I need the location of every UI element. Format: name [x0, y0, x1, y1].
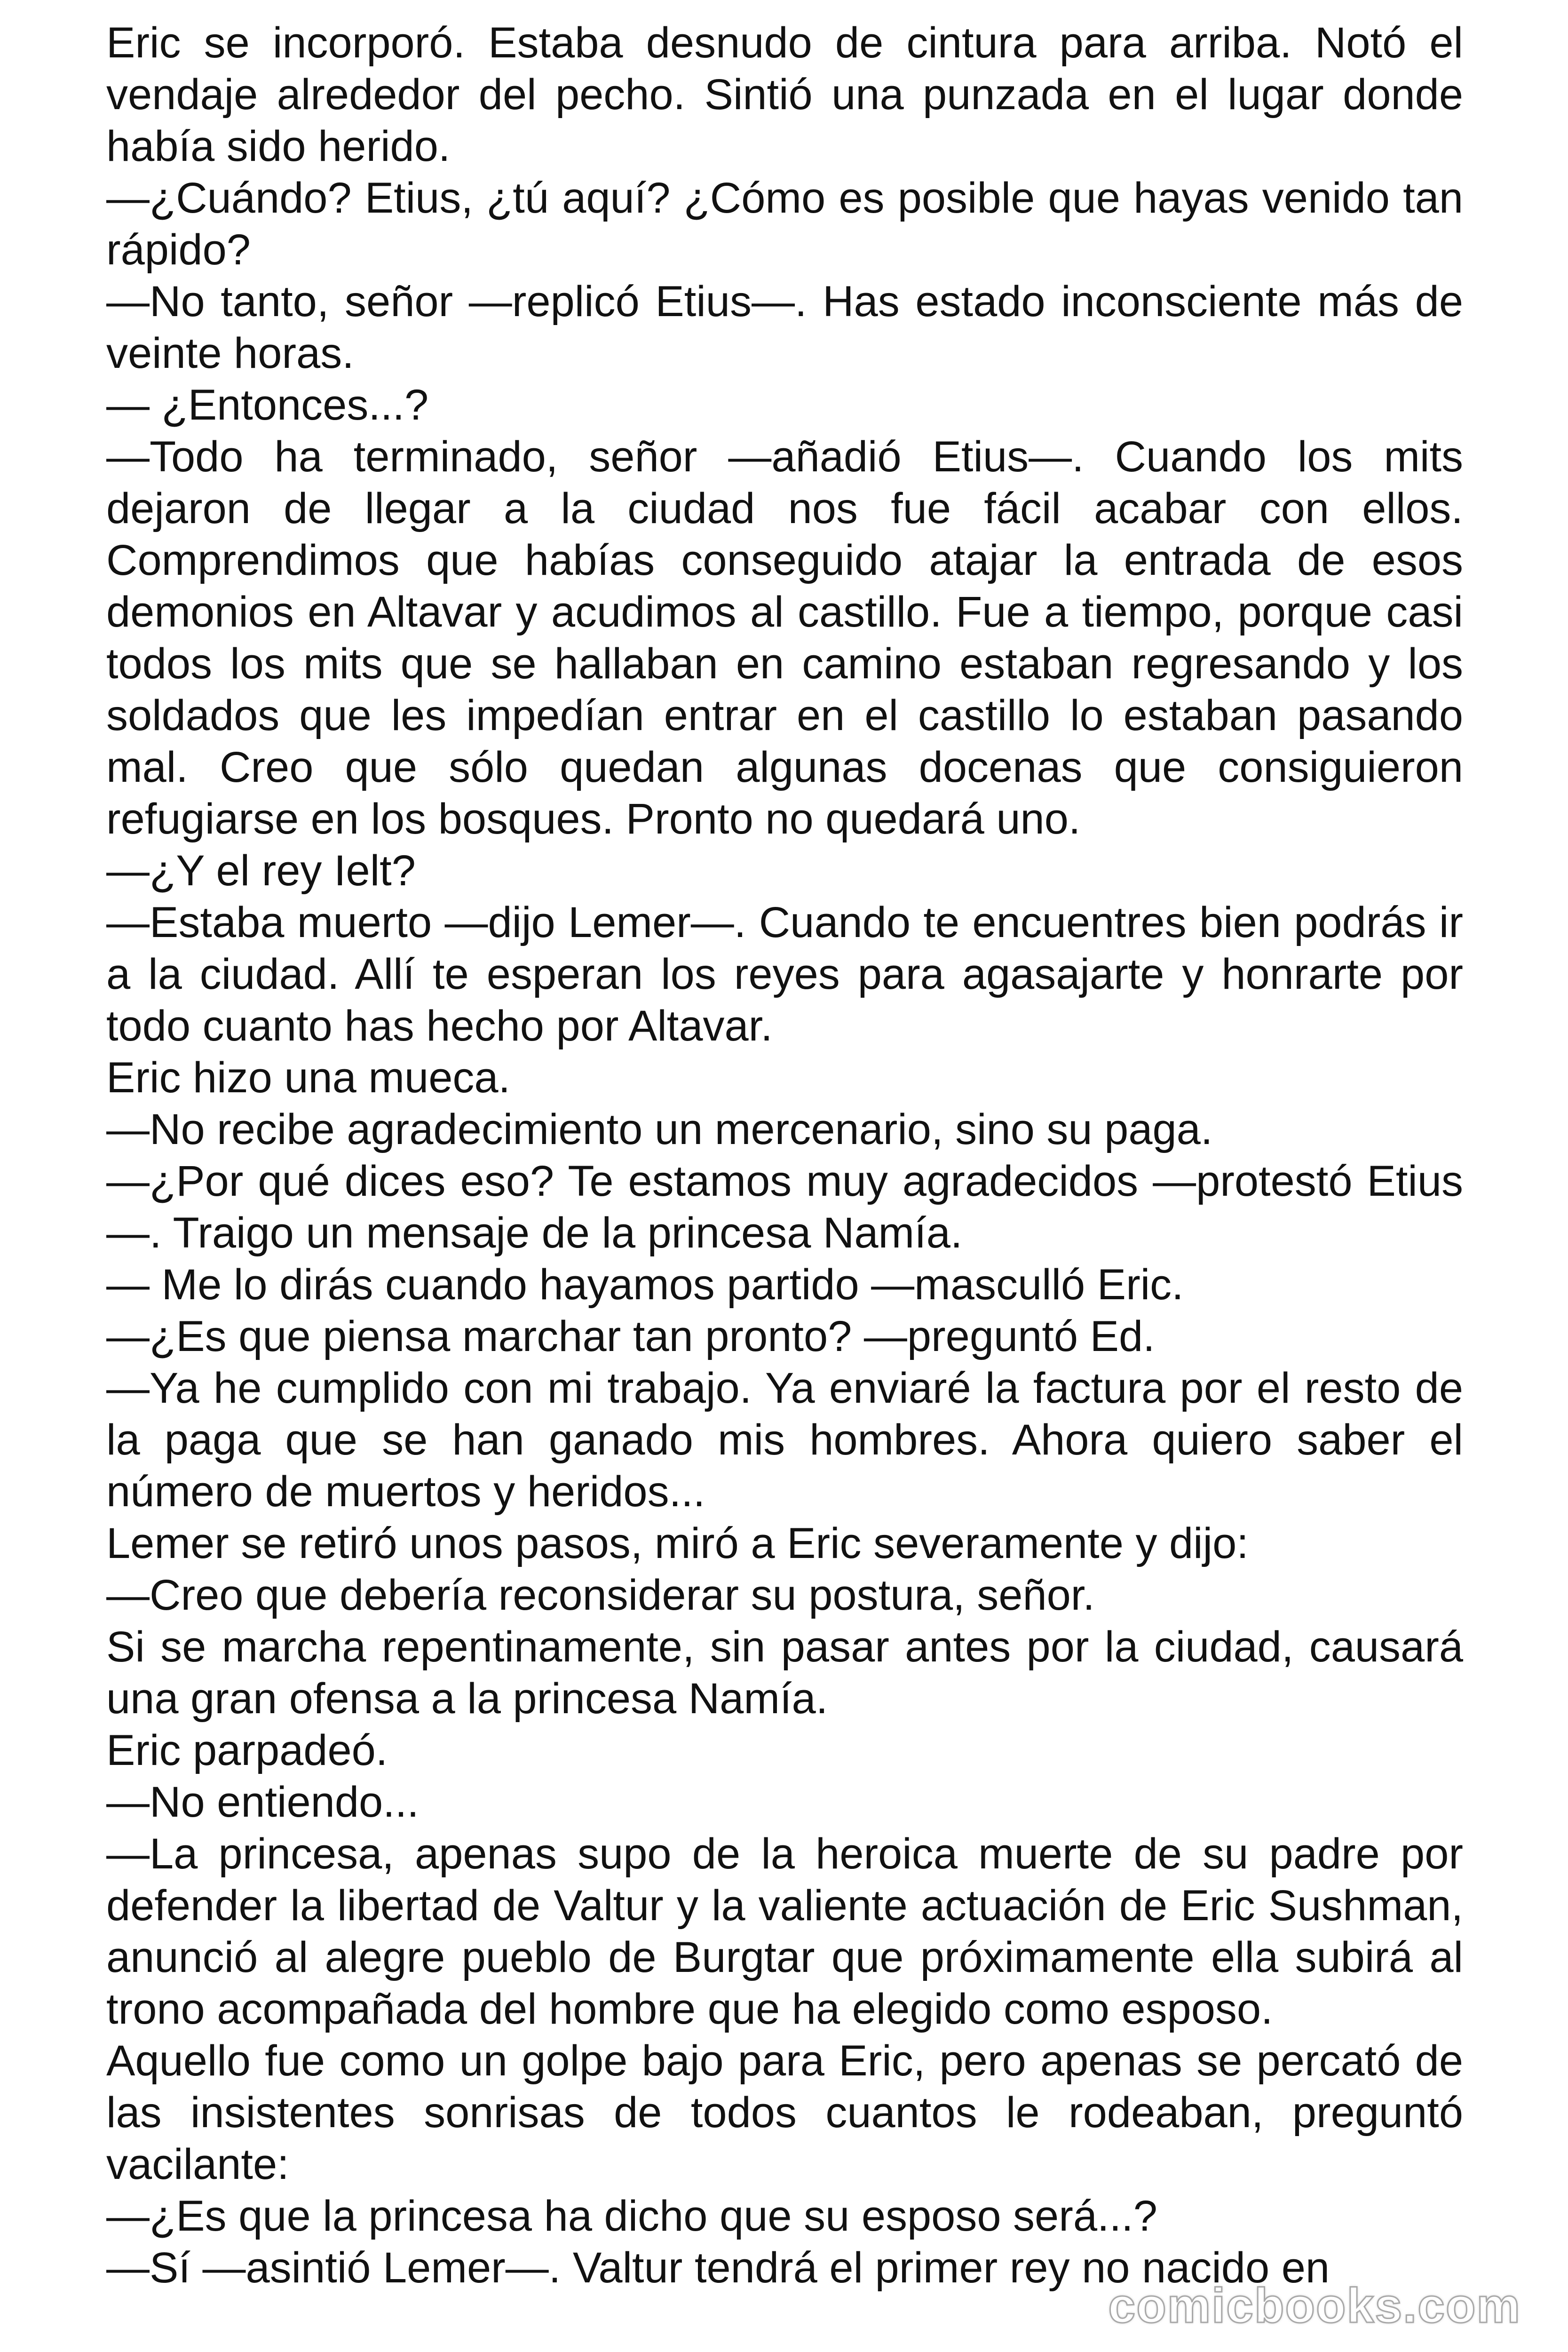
- paragraph: — ¿Entonces...?: [106, 381, 429, 429]
- paragraph: —No entiendo...: [106, 1778, 419, 1826]
- paragraph: Eric hizo una mueca.: [106, 1054, 511, 1102]
- site-watermark: comicbooks.com: [1108, 2279, 1521, 2333]
- paragraph: —¿Por qué dices eso? Te estamos muy agradecidos —protestó Etius —. Traigo un mensaje de la princesa Namía.: [106, 1157, 1463, 1257]
- paragraph: —No recibe agradecimiento un mercenario, sino su paga.: [106, 1105, 1213, 1153]
- paragraph: — Me lo dirás cuando hayamos partido —masculló Eric.: [106, 1261, 1184, 1309]
- paragraph: —¿Es que piensa marchar tan pronto? —preguntó Ed.: [106, 1312, 1155, 1360]
- paragraph: Aquello fue como un golpe bajo para Eric, pero apenas se percató de las insistentes sonrisas de todos cuantos le rodeaban, preguntó vacilante:: [106, 2037, 1463, 2188]
- paragraph: Eric se incorporó. Estaba desnudo de cintura para arriba. Notó el vendaje alrededor del pecho. Sintió una punzada en el lugar donde había sido herido.: [106, 19, 1463, 170]
- paragraph: —¿Es que la princesa ha dicho que su esposo será...?: [106, 2192, 1157, 2240]
- paragraph: —Ya he cumplido con mi trabajo. Ya enviaré la factura por el resto de la paga que se han ganado mis hombres. Ahora quiero saber el número de muertos y heridos...: [106, 1364, 1463, 1516]
- paragraph: —Creo que debería reconsiderar su postura, señor.: [106, 1571, 1095, 1619]
- paragraph: Eric parpadeó.: [106, 1726, 388, 1774]
- paragraph: —¿Y el rey Ielt?: [106, 847, 416, 895]
- paragraph: Lemer se retiró unos pasos, miró a Eric severamente y dijo:: [106, 1519, 1249, 1567]
- paragraph: —Sí —asintió Lemer—. Valtur tendrá el primer rey no nacido en: [106, 2244, 1330, 2292]
- paragraph: —Estaba muerto —dijo Lemer—. Cuando te encuentres bien podrás ir a la ciudad. Allí te esperan los reyes para agasajarte y honrarte por todo cuanto has hecho por Altavar.: [106, 898, 1463, 1050]
- paragraph: —No tanto, señor —replicó Etius—. Has estado inconsciente más de veinte horas.: [106, 278, 1463, 377]
- paragraph: —La princesa, apenas supo de la heroica muerte de su padre por defender la libertad de Valtur y la valiente actuación de Eric Sushman, anunció al alegre pueblo de Burgtar que próximamente ella subirá al trono acompañada del hombre que ha elegido como esposo.: [106, 1830, 1463, 2033]
- body-text: [106, 17, 1463, 2294]
- paragraph: —¿Cuándo? Etius, ¿tú aquí? ¿Cómo es posible que hayas venido tan rápido?: [106, 174, 1463, 274]
- paragraph: Si se marcha repentinamente, sin pasar antes por la ciudad, causará una gran ofensa a la princesa Namía.: [106, 1623, 1463, 1723]
- paragraph: —Todo ha terminado, señor —añadió Etius—. Cuando los mits dejaron de llegar a la ciudad nos fue fácil acabar con ellos. Comprendimos que habías conseguido atajar la entrada de esos demonios en Altavar y acudimos al castillo. Fue a tiempo, porque casi todos los mits que se hallaban en camino estaban regresando y los soldados que les impedían entrar en el castillo lo estaban pasando mal. Creo que sólo quedan algunas docenas que consiguieron refugiarse en los bosques. Pronto no quedará uno.: [106, 433, 1463, 843]
